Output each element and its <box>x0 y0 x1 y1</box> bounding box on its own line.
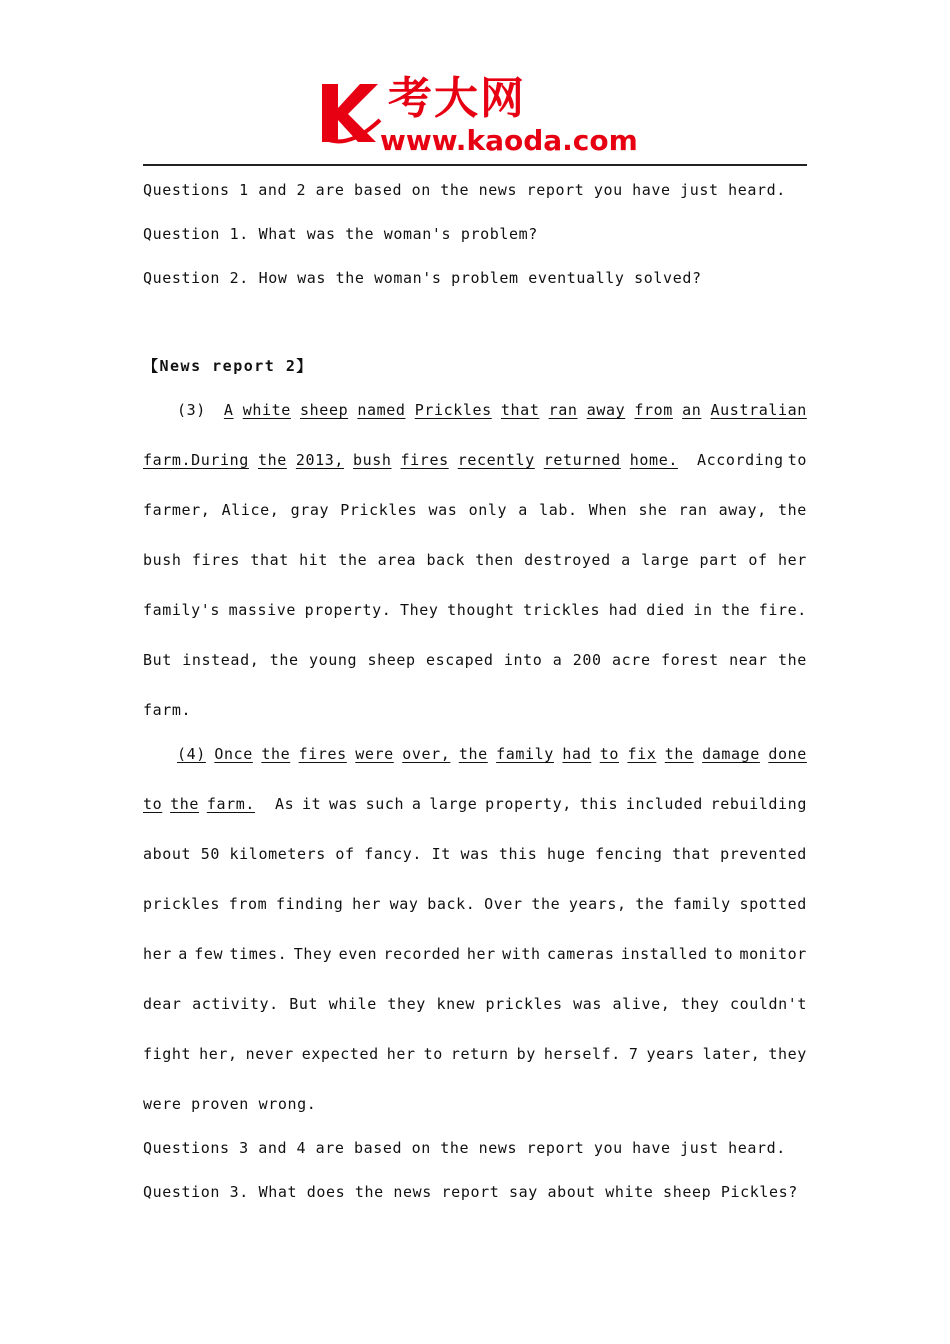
word: Over <box>484 895 523 913</box>
word: heard. <box>728 181 786 199</box>
word: heard. <box>728 1139 786 1157</box>
word: But <box>289 995 319 1013</box>
word: bush <box>143 551 182 569</box>
word: was <box>428 501 458 519</box>
word: farm.During <box>143 451 249 469</box>
word: named <box>357 401 406 419</box>
word: fight <box>143 1045 192 1063</box>
word: few <box>194 945 224 963</box>
word: finding <box>275 895 344 913</box>
word: the <box>440 181 470 199</box>
word: it <box>302 795 322 813</box>
p4-line-4 <box>143 894 807 914</box>
word: away, <box>718 501 767 519</box>
word: and <box>258 181 288 199</box>
word: had <box>608 601 638 619</box>
word: activity. <box>192 995 279 1013</box>
word: property. <box>304 601 392 619</box>
word: news <box>478 181 518 199</box>
word: returned <box>543 451 621 469</box>
word: this <box>498 845 538 863</box>
word: Questions <box>143 181 230 199</box>
word: years <box>646 1045 695 1063</box>
word: 200 <box>572 651 602 669</box>
word: her <box>777 551 807 569</box>
word: sheep <box>300 401 349 419</box>
word: 3 <box>239 1139 249 1157</box>
p3-line-1-underlined <box>224 400 807 420</box>
word: years, <box>568 895 627 913</box>
word: the <box>261 745 291 763</box>
word: done <box>768 745 807 763</box>
word: a <box>552 651 563 669</box>
word: the <box>777 501 807 519</box>
word: way <box>389 895 419 913</box>
word: damage <box>702 745 760 763</box>
word: an <box>682 401 702 419</box>
word: part <box>699 551 739 569</box>
p3-line-2-rest <box>697 450 807 470</box>
word: home. <box>629 451 678 469</box>
word: this <box>579 795 619 813</box>
word: only <box>468 501 508 519</box>
word: of <box>748 551 768 569</box>
word: gray <box>290 501 330 519</box>
p3-line-2 <box>143 450 807 470</box>
word: expected <box>301 1045 379 1063</box>
word: the <box>531 895 561 913</box>
word: away <box>586 401 626 419</box>
word: white <box>242 401 291 419</box>
word: fix <box>627 745 657 763</box>
word: sheep <box>367 651 416 669</box>
word: return <box>450 1045 509 1063</box>
word: into <box>503 651 543 669</box>
p3-line-1 <box>143 400 807 420</box>
p3-line-5 <box>143 600 807 620</box>
p4-line-8: were proven wrong. <box>143 1095 317 1113</box>
word: prickles <box>485 995 563 1013</box>
word: fires <box>191 551 240 569</box>
word: back <box>426 551 465 569</box>
word: her <box>143 945 172 963</box>
word: fires <box>298 745 347 763</box>
word: that <box>672 845 711 863</box>
word: Questions <box>143 1139 230 1157</box>
word: they <box>680 995 720 1013</box>
word: As <box>275 795 295 813</box>
word: the <box>170 795 199 813</box>
word: they <box>768 1045 807 1063</box>
p4-line-2-underlined <box>143 794 255 814</box>
word: a <box>178 945 188 963</box>
word: lab. <box>539 501 578 519</box>
p3-number: (3) <box>177 401 206 419</box>
word: Once <box>214 745 253 763</box>
p4-line-2-rest <box>275 794 807 814</box>
word: fire. <box>758 601 807 619</box>
word: her <box>466 945 496 963</box>
word: (4) <box>177 745 206 763</box>
word: her, <box>199 1045 238 1063</box>
word: that <box>500 401 540 419</box>
word: herself. <box>543 1045 621 1063</box>
word: the <box>721 601 751 619</box>
word: of <box>335 845 355 863</box>
q34-intro-line <box>143 1138 786 1158</box>
word: thought <box>447 601 515 619</box>
k-logo-icon <box>318 80 382 146</box>
word: They <box>293 945 333 963</box>
word: prevented <box>720 845 807 863</box>
section-heading: 【News report 2】 <box>143 357 313 375</box>
word: the <box>269 651 299 669</box>
word: back. <box>427 895 476 913</box>
word: kilometers <box>229 845 326 863</box>
word: A <box>223 401 234 419</box>
word: based <box>353 181 403 199</box>
word: Prickles <box>414 401 492 419</box>
word: from <box>228 895 268 913</box>
word: farm. <box>206 795 255 813</box>
p4-line-6 <box>143 994 807 1014</box>
word: instead, <box>182 651 260 669</box>
word: destroyed <box>524 551 611 569</box>
word: had <box>562 745 592 763</box>
q12-intro-line <box>143 180 786 200</box>
word: to <box>713 945 734 963</box>
word: just <box>680 1139 719 1157</box>
word: family's <box>143 601 221 619</box>
word: just <box>680 181 719 199</box>
word: are <box>315 1139 345 1157</box>
word: the <box>440 1139 470 1157</box>
word: on <box>411 181 431 199</box>
word: while <box>328 995 377 1013</box>
word: forest <box>660 651 719 669</box>
word: family <box>496 745 554 763</box>
word: massive <box>228 601 297 619</box>
p3-line-6 <box>143 650 807 670</box>
word: 50 <box>200 845 220 863</box>
word: near <box>729 651 768 669</box>
word: It <box>431 845 451 863</box>
p4-line-5 <box>143 944 807 964</box>
word: When <box>588 501 628 519</box>
word: was <box>329 795 358 813</box>
word: in <box>693 601 713 619</box>
word: the <box>458 745 488 763</box>
word: never <box>245 1045 294 1063</box>
word: over, <box>402 745 451 763</box>
word: later, <box>702 1045 761 1063</box>
word: escaped <box>426 651 494 669</box>
p4-line-3 <box>143 844 807 864</box>
word: fencing <box>595 845 663 863</box>
word: that <box>250 551 289 569</box>
word: acre <box>612 651 651 669</box>
p3-line-7: farm. <box>143 701 192 719</box>
word: the <box>664 745 694 763</box>
word: hit <box>299 551 329 569</box>
word: 4 <box>296 1139 307 1157</box>
word: According <box>697 451 784 469</box>
word: ran <box>678 501 708 519</box>
word: her <box>352 895 381 913</box>
word: trickles <box>523 601 601 619</box>
word: such <box>365 795 405 813</box>
word: you <box>593 181 623 199</box>
p3-line-4 <box>143 550 807 570</box>
word: the <box>338 551 368 569</box>
logo-url-text: www.kaoda.com <box>380 124 638 157</box>
word: 1 <box>239 181 249 199</box>
word: Alice, <box>221 501 280 519</box>
word: huge <box>547 845 586 863</box>
word: dear <box>143 995 182 1013</box>
word: property, <box>485 795 572 813</box>
word: to <box>599 745 619 763</box>
word: from <box>634 401 673 419</box>
word: with <box>502 945 541 963</box>
question-3: Question 3. What does the news report say about white sheep Pickles? <box>143 1183 798 1201</box>
question-1: Question 1. What was the woman's problem? <box>143 225 538 243</box>
word: a <box>518 501 528 519</box>
word: and <box>258 1139 288 1157</box>
kaoda-logo <box>318 74 643 160</box>
word: farmer, <box>143 501 211 519</box>
word: report <box>526 1139 585 1157</box>
logo-chinese-text: 考大网 <box>388 73 526 124</box>
word: were <box>355 745 394 763</box>
header-divider <box>143 164 807 166</box>
word: she <box>638 501 668 519</box>
word: then <box>475 551 514 569</box>
word: large <box>641 551 690 569</box>
word: a <box>411 795 422 813</box>
word: was <box>460 845 490 863</box>
word: to <box>423 1045 443 1063</box>
p4-line-1 <box>143 744 807 764</box>
word: cameras <box>547 945 615 963</box>
word: died <box>646 601 685 619</box>
word: spotted <box>739 895 807 913</box>
word: alive, <box>612 995 671 1013</box>
word: monitor <box>739 945 807 963</box>
p4-line-7 <box>143 1044 807 1064</box>
word: knew <box>436 995 475 1013</box>
word: by <box>516 1045 536 1063</box>
p4-line-2 <box>143 794 807 814</box>
word: fancy. <box>364 845 423 863</box>
word: installed <box>620 945 708 963</box>
word: the <box>635 895 665 913</box>
word: about <box>143 845 192 863</box>
word: her <box>386 1045 416 1063</box>
word: to <box>143 795 163 813</box>
word: have <box>632 181 671 199</box>
word: large <box>429 795 478 813</box>
word: recently <box>457 451 535 469</box>
word: family <box>672 895 731 913</box>
word: have <box>632 1139 671 1157</box>
word: couldn't <box>729 995 807 1013</box>
word: the <box>257 451 287 469</box>
word: But <box>143 651 172 669</box>
p3-line-3 <box>143 500 807 520</box>
word: area <box>377 551 417 569</box>
p4-line-1-underlined <box>177 744 807 764</box>
word: even <box>338 945 378 963</box>
word: rebuilding <box>710 795 807 813</box>
word: you <box>593 1139 623 1157</box>
word: are <box>315 181 345 199</box>
word: report <box>526 181 585 199</box>
question-2: Question 2. How was the woman's problem eventually solved? <box>143 269 702 287</box>
word: Australian <box>710 401 807 419</box>
word: 2 <box>296 181 307 199</box>
word: They <box>399 601 439 619</box>
word: 7 <box>628 1045 639 1063</box>
word: times. <box>229 945 288 963</box>
word: they <box>387 995 426 1013</box>
word: prickles <box>143 895 221 913</box>
p3-line-2-underlined <box>143 450 678 470</box>
word: a <box>621 551 631 569</box>
word: 2013, <box>295 451 345 469</box>
word: included <box>625 795 703 813</box>
word: the <box>778 651 807 669</box>
word: bush <box>353 451 392 469</box>
word: ran <box>548 401 578 419</box>
word: on <box>411 1139 431 1157</box>
word: recorded <box>383 945 461 963</box>
word: Prickles <box>340 501 418 519</box>
word: was <box>573 995 603 1013</box>
word: to <box>787 451 807 469</box>
word: based <box>353 1139 403 1157</box>
word: news <box>478 1139 518 1157</box>
word: fires <box>400 451 449 469</box>
word: young <box>308 651 358 669</box>
